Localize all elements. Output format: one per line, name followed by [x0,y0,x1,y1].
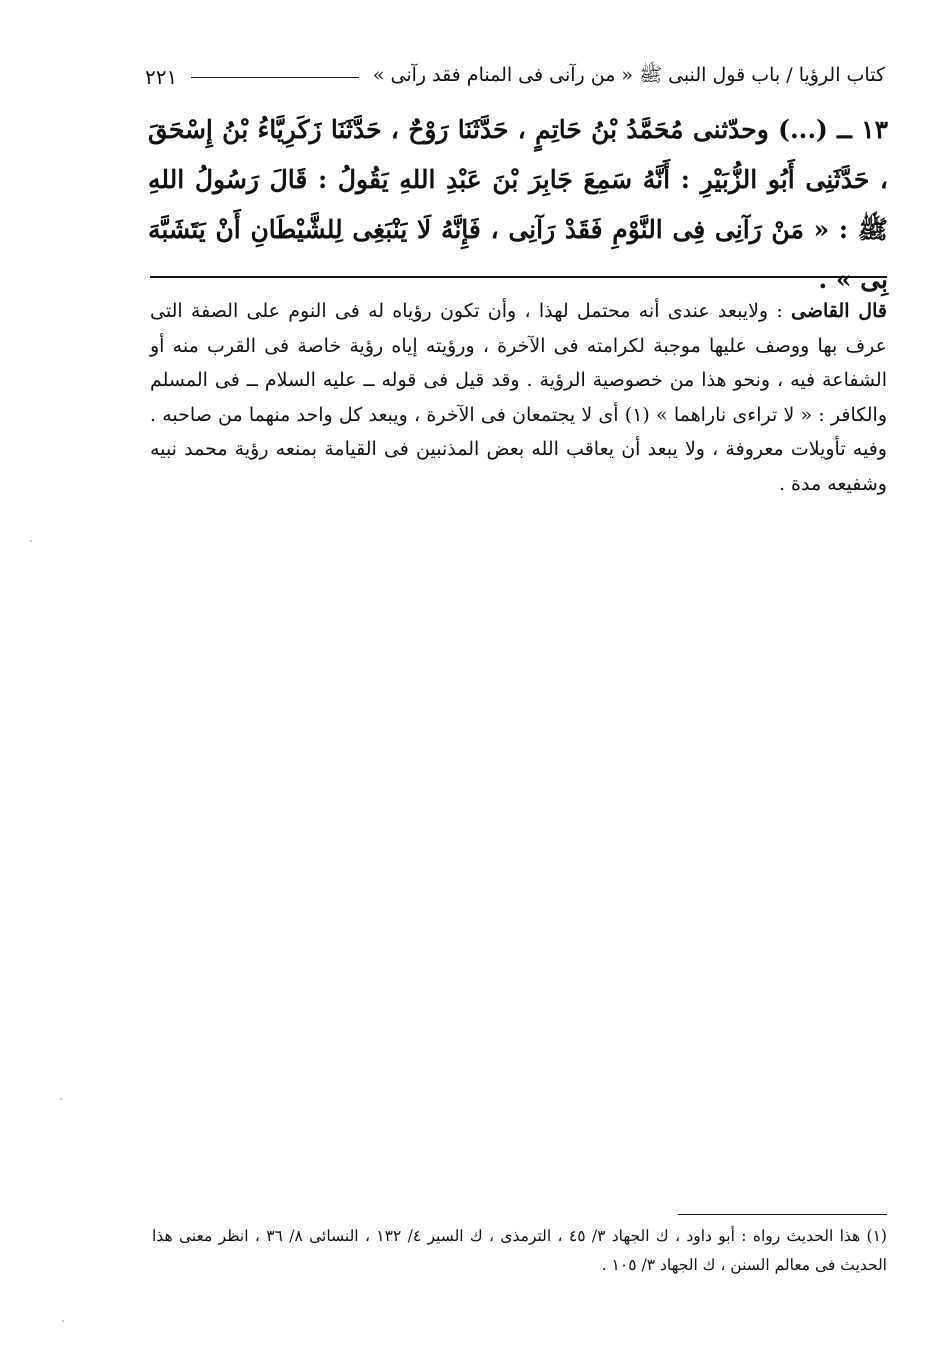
footnote-block [152,1222,887,1280]
footnote-text: (١) هذا الحديث رواه : أبو داود ، ك الجهاد ٣/ ٤٥ ، الترمذى ، ك السير ٤/ ١٣٢ ، النسائى ٨/ ٣٦ ، انظر معنى هذا الحديث فى معالم السنن ، ك الجهاد ٣/ ١٠٥ . [152,1227,887,1274]
hadith-block [148,105,888,305]
header-title: كتاب الرؤيا / باب قول النبى ﷺ « من رآنى فى المنام فقد رآنى » [372,64,885,86]
commentary-paragraph [150,294,887,501]
commentary-text: : ولايبعد عندى أنه محتمل لهذا ، وأن تكون رؤياه له فى النوم على الصفة التى عرف بها ووصف عليها موجبة لكرامته فى الآخرة ، ورؤيته إياه رؤية خاصة فى القرب منه أو الشفاعة فيه ، ونحو هذا من خصوصية الرؤية . وقد قيل فى قوله ــ عليه السلام ــ فى المسلم والكافر : « لا تراءى ناراهما » (١) أى لا يجتمعان فى الآخرة ، ويبعد كل واحد منهما من صاحبه . وفيه تأويلات معروفة ، ولا يبعد أن يعاقب الله بعض المذنبين فى القيامة بمنعه رؤية محمد نبيه وشفيعه مدة . [150,300,888,495]
commentary-speaker: قال القاضى [791,300,887,322]
scan-speck [62,1320,64,1322]
page-number: ٢٢١ [145,65,178,89]
scan-speck [60,1098,62,1100]
footnote-separator [678,1214,887,1215]
scan-speck [30,540,32,542]
running-header [145,62,885,92]
header-rule [191,77,359,78]
commentary-block [150,294,887,501]
hadith-text: ١٣ ــ (...) وحدّثنى مُحَمَّدُ بْنُ حَاتِمٍ ، حَدَّثَنَا رَوْحٌ ، حَدَّثَنَا زَكَرِيَّاءُ بْنُ إِسْحَقَ ، حَدَّثَنِى أَبُو الزُّبَيْرِ : أَنَّهُ سَمِعَ جَابِرَ بْنَ عَبْدِ اللهِ يَقُولُ : قَالَ رَسُولُ اللهِ ﷺ : « مَنْ رَآنِى فِى النَّوْمِ فَقَدْ رَآنِى ، فَإِنَّهُ لَا يَنْبَغِى لِلشَّيْطَانِ أَنْ يَتَشَبَّهَ بِى » . [148,115,888,294]
section-divider [150,276,887,278]
